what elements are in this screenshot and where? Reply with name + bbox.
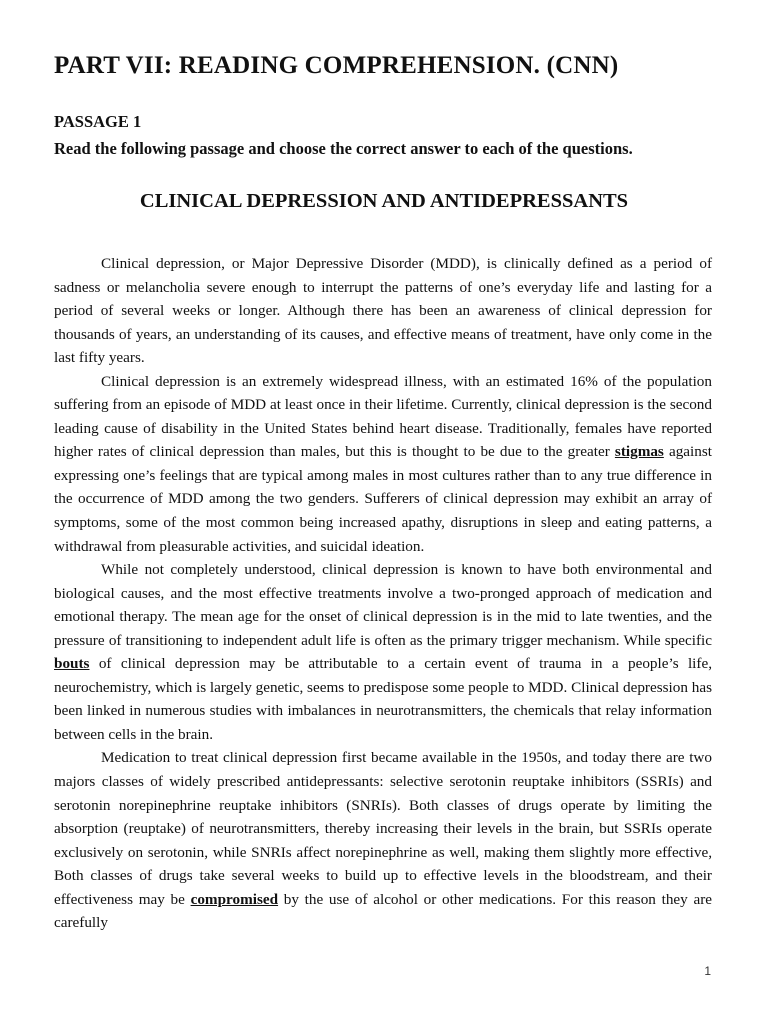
keyword-bouts: bouts <box>54 655 90 673</box>
passage-body <box>54 252 712 935</box>
paragraph-text: Medication to treat clinical depression first became available in the 1950s, and today there are two majors classes of widely prescribed antidepressants: selective serotonin reuptake inhibitors (SSRIs) and serotonin norepinephrine reuptake inhibitors (SNRIs). Both classes of drugs operate by limiting the absorption (reuptake) of neurotransmitters, thereby increasing their levels in the brain, but SSRIs operate exclusively on serotonin, while SNRIs affect norepinephrine as well, making them slightly more effective, Both classes of drugs take several weeks to build up to effective levels in the bloodstream, and their effectiveness may be <box>54 749 712 908</box>
instruction-text: Read the following passage and choose the correct answer to each of the questions. <box>54 139 633 158</box>
keyword-compromised: compromised <box>190 890 279 908</box>
paragraph-text: of clinical depression may be attributable to a certain event of trauma in a people’s life, neurochemistry, which is largely genetic, seems to predispose some people to MDD. Clinical depression has been linked in numerous studies with imbalances in neurotransmitters, the chemicals that relay information between cells in the brain. <box>54 655 712 743</box>
paragraph-text: by the use of alcohol or other medications. For this reason they are carefully <box>54 890 712 932</box>
paragraph-text: Clinical depression is an extremely widespread illness, with an estimated 16% of the population suffering from an episode of MDD at least once in their lifetime. Currently, clinical depression is the second leading cause of disability in the United States behind heart disease. Traditionally, females have reported higher rates of clinical depression than males, but this is thought to be due to the greater <box>54 372 712 461</box>
keyword-stigmas: stigmas <box>614 443 664 461</box>
part-title: PART VII: READING COMPREHENSION. (CNN) <box>54 52 619 79</box>
paragraph-text: While not completely understood, clinical depression is known to have both environmental and biological causes, and the most effective treatments involve a two-pronged approach of medication and emotional therapy. The mean age for the onset of clinical depression is in the mid to late twenties, and the pressure of transitioning to independent adult life is often as the primary trigger mechanism. While specific <box>54 561 712 649</box>
paragraph-4 <box>54 746 712 934</box>
paragraph-text: Clinical depression, or Major Depressive Disorder (MDD), is clinically defined as a period of sadness or melancholia severe enough to interrupt the patterns of one’s everyday life and lasting for a period of several weeks or longer. Although there has been an awareness of clinical depression for thousands of years, an understanding of its causes, and effective means of treatment, have only come in the last fifty years. <box>54 255 712 367</box>
paragraph-3 <box>54 558 712 746</box>
passage-label: PASSAGE 1 <box>54 112 142 131</box>
paragraph-2 <box>54 370 712 558</box>
passage-title: CLINICAL DEPRESSION AND ANTIDEPRESSANTS <box>139 190 629 212</box>
paragraph-text: against expressing one’s feelings that are typical among males in most cultures rather than to any true difference in the occurrence of MDD among the two genders. Sufferers of clinical depression may exhibit an array of symptoms, some of the most common being increased apathy, disruptions in sleep and eating patterns, a withdrawal from pleasurable activities, and suicidal ideation. <box>54 443 712 555</box>
page-number: 1 <box>704 964 711 978</box>
paragraph-1 <box>54 252 712 370</box>
